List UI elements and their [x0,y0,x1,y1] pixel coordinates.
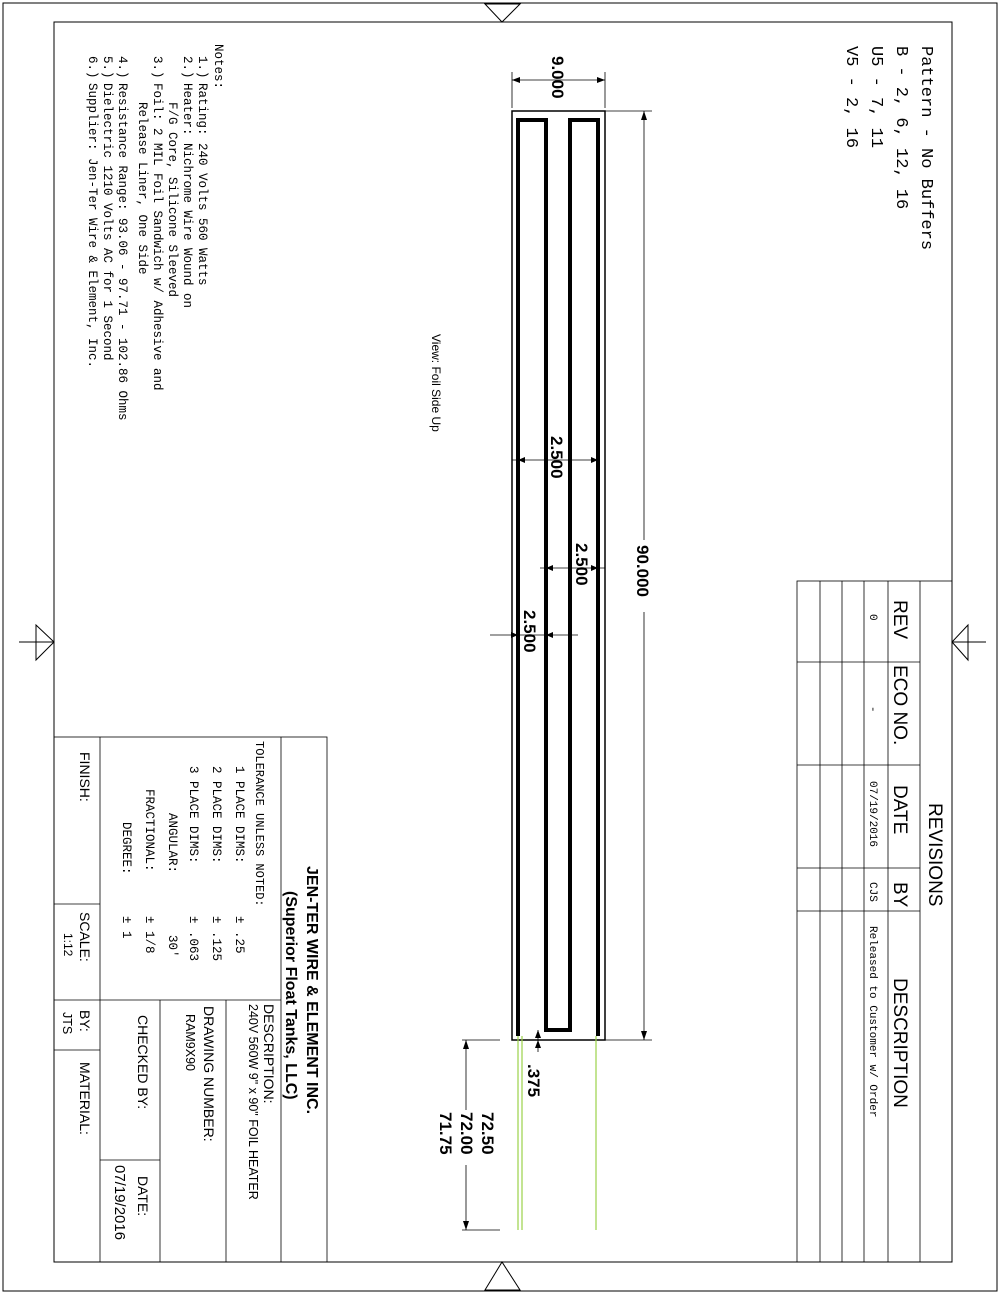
description-value: 240V 560W 9" x 90" FOIL HEATER [246,1004,260,1200]
rev-header: REV [889,600,910,640]
dim-lead-mid: 72.00 [457,1112,476,1155]
note-number: 1.) [195,56,209,79]
notes-heading: Notes: [211,44,225,90]
tolerance-label: FRACTIONAL: [142,789,156,872]
tolerance-value: ± .25 [232,916,246,954]
drawing-number-label: DRAWING NUMBER: [201,1006,217,1142]
tolerance-heading: TOLERANCE UNLESS NOTED: [252,741,266,907]
tolerance-value: ± .063 [186,916,200,962]
note-text: Supplier: Jen-Ter Wire & Element, Inc. [85,83,99,369]
dim-width: 9.000 [548,56,567,99]
note-number: 5.) [100,56,114,79]
drawing-number-value: RAM9X90 [183,1014,197,1071]
tolerance-value: 30' [165,935,179,958]
checked-by-label: CHECKED BY: [135,1015,151,1110]
eco-header: ECO NO. [889,665,910,746]
description-label: DESCRIPTION: [261,1004,277,1104]
by-cell: CJS [866,882,878,902]
pattern-line: U5 - 7, 11 [866,46,885,149]
note-text: Dielectric 1210 Volts AC for 1 Second [100,83,114,361]
note-text: Rating: 240 Volts 560 Watts [195,83,209,286]
dim-spacing-upper: 2.500 [547,436,566,479]
description-cell: Released to Customer w/ Order [866,926,878,1118]
dim-lead-long: 72.50 [478,1112,497,1155]
tolerance-label: 2 PLACE DIMS: [209,766,223,864]
tolerance-label: DEGREE: [119,822,133,875]
by-header: BY [889,882,910,908]
revisions-texts [866,600,945,1117]
dim-length: 90.000 [633,545,652,597]
note-number: 2.) [180,56,194,79]
date-label: DATE: [135,1176,151,1217]
tolerance-label: 1 PLACE DIMS: [232,766,246,864]
dim-spacing-lower: 2.500 [520,610,539,653]
note-text: Foil: 2 MIL Foil Sandwich w/ Adhesive and [150,83,164,391]
rev-cell: 0 [866,614,878,621]
note-text: Resistance Range: 93.06 - 97.71 - 102.86 Ohms [115,83,129,421]
tolerance-value: ± 1/8 [142,916,156,954]
scale-value: 1:12 [61,933,75,957]
dim-end-gap: .375 [524,1064,543,1098]
pattern-block [841,46,935,250]
material-label: MATERIAL: [77,1062,93,1135]
date-header: DATE [889,785,910,835]
dim-lead-short: 71.75 [436,1112,455,1155]
date-cell: 07/19/2016 [866,781,878,848]
dimension-lines [462,72,652,1230]
date-value: 07/19/2016 [111,1165,128,1241]
note-number: 4.) [115,56,129,79]
dim-spacing-middle: 2.500 [572,543,591,586]
company-sub: (Superior Float Tanks, LLC) [282,891,299,1100]
scale-label: SCALE: [77,912,93,962]
note-number: 6.) [85,56,99,79]
pattern-title: Pattern - No Buffers [916,46,935,251]
tolerance-label: 3 PLACE DIMS: [186,766,200,864]
note-number: 3.) [150,56,164,79]
notes-block [85,44,225,421]
note-text: Heater: Nichrome Wire Wound on [180,83,194,309]
note-text: F/G Core, Silicone Sleeved [165,102,179,298]
pattern-line: B - 2, 6, 12, 16 [891,46,910,210]
company-name: JEN-TER WIRE & ELEMENT INC. [303,866,320,1115]
tolerance-value: ± .125 [209,916,223,962]
pattern-line: V5 - 2, 16 [841,46,860,149]
description-header: DESCRIPTION [889,978,910,1108]
view-label: View: Foil Side Up [429,334,443,432]
by-value: JTS [60,1012,74,1035]
tolerance-value: ± 1 [119,916,133,939]
eco-cell: - [866,706,878,713]
revisions-table [797,581,952,1262]
by-label: BY: [77,1010,93,1032]
revisions-title: REVISIONS [924,803,945,907]
finish-label: FINISH: [77,752,93,802]
tolerance-label: ANGULAR: [165,813,179,874]
note-text: Release Liner, One Side [135,102,149,275]
